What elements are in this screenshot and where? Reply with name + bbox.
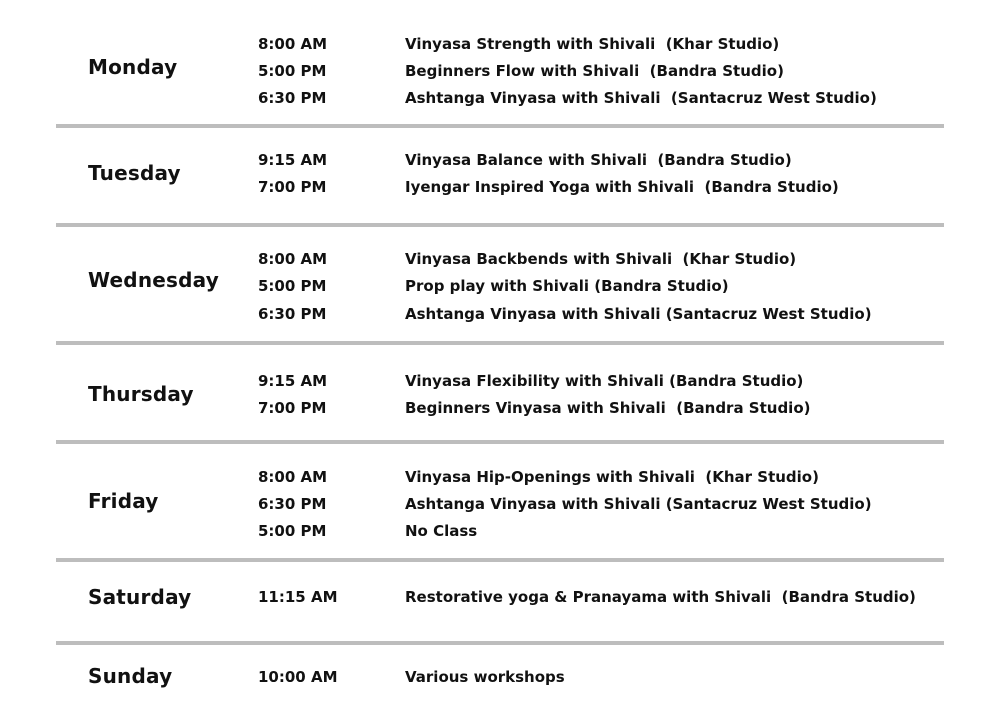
day-divider xyxy=(56,223,944,227)
class-row xyxy=(0,150,1000,172)
day-name-monday: Monday xyxy=(88,55,178,79)
class-time: 7:00 PM xyxy=(258,178,327,196)
class-time: 9:15 AM xyxy=(258,372,328,390)
class-time: 8:00 AM xyxy=(258,250,328,268)
class-title: Restorative yoga & Pranayama with Shivali (Bandra Studio) xyxy=(405,588,916,606)
day-name-tuesday: Tuesday xyxy=(88,161,181,185)
day-name-friday: Friday xyxy=(88,489,159,513)
class-title: Ashtanga Vinyasa with Shivali (Santacruz West Studio) xyxy=(405,305,872,323)
day-name-saturday: Saturday xyxy=(88,585,192,609)
class-row xyxy=(0,88,1000,110)
day-name-sunday: Sunday xyxy=(88,664,173,688)
class-title: Prop play with Shivali (Bandra Studio) xyxy=(405,277,729,295)
class-time: 5:00 PM xyxy=(258,62,327,80)
class-row xyxy=(0,521,1000,543)
class-title: No Class xyxy=(405,522,478,540)
class-row xyxy=(0,667,1000,689)
class-row xyxy=(0,34,1000,56)
class-title: Various workshops xyxy=(405,668,565,686)
class-time: 9:15 AM xyxy=(258,151,328,169)
class-title: Vinyasa Flexibility with Shivali (Bandra Studio) xyxy=(405,372,804,390)
class-time: 6:30 PM xyxy=(258,305,327,323)
class-title: Vinyasa Strength with Shivali (Khar Studio) xyxy=(405,35,780,53)
class-title: Ashtanga Vinyasa with Shivali (Santacruz West Studio) xyxy=(405,89,877,107)
class-time: 11:15 AM xyxy=(258,588,338,606)
class-title: Beginners Flow with Shivali (Bandra Studio) xyxy=(405,62,784,80)
class-time: 6:30 PM xyxy=(258,89,327,107)
class-row xyxy=(0,177,1000,199)
class-row xyxy=(0,587,1000,609)
class-time: 10:00 AM xyxy=(258,668,338,686)
class-title: Ashtanga Vinyasa with Shivali (Santacruz West Studio) xyxy=(405,495,872,513)
class-title: Beginners Vinyasa with Shivali (Bandra Studio) xyxy=(405,399,811,417)
class-row xyxy=(0,467,1000,489)
class-row xyxy=(0,61,1000,83)
class-time: 5:00 PM xyxy=(258,522,327,540)
class-time: 8:00 AM xyxy=(258,468,328,486)
class-time: 7:00 PM xyxy=(258,399,327,417)
class-title: Vinyasa Balance with Shivali (Bandra Studio) xyxy=(405,151,792,169)
day-divider xyxy=(56,124,944,128)
class-title: Vinyasa Hip-Openings with Shivali (Khar Studio) xyxy=(405,468,819,486)
day-divider xyxy=(56,558,944,562)
day-divider xyxy=(56,440,944,444)
day-name-wednesday: Wednesday xyxy=(88,268,219,292)
class-row xyxy=(0,371,1000,393)
class-time: 5:00 PM xyxy=(258,277,327,295)
class-row xyxy=(0,276,1000,298)
class-row xyxy=(0,249,1000,271)
class-row xyxy=(0,494,1000,516)
class-title: Vinyasa Backbends with Shivali (Khar Studio) xyxy=(405,250,797,268)
day-divider xyxy=(56,341,944,345)
class-title: Iyengar Inspired Yoga with Shivali (Bandra Studio) xyxy=(405,178,839,196)
day-divider xyxy=(56,641,944,645)
class-time: 8:00 AM xyxy=(258,35,328,53)
class-time: 6:30 PM xyxy=(258,495,327,513)
day-name-thursday: Thursday xyxy=(88,382,194,406)
class-row xyxy=(0,304,1000,326)
class-row xyxy=(0,398,1000,420)
